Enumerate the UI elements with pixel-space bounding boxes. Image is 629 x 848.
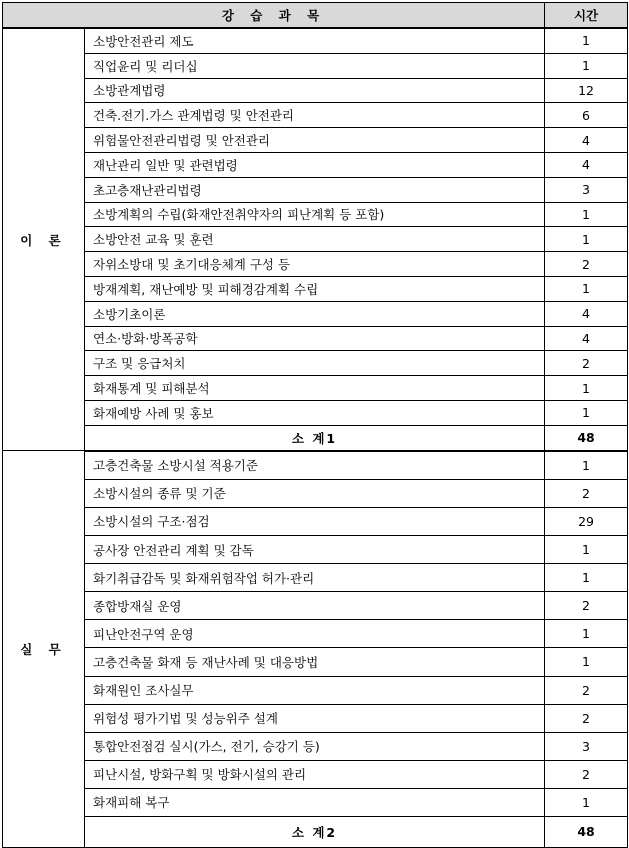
hours-column-header: 시간 [545,3,628,29]
hours-cell: 1 [545,788,628,816]
hours-cell: 1 [545,648,628,676]
subject-cell: 고층건축물 화재 등 재난사례 및 대응방법 [85,648,545,676]
practice-subtotal-row [3,816,628,847]
hours-cell: 1 [545,376,628,401]
table-row [3,78,628,103]
hours-cell: 1 [545,227,628,252]
table-row [3,177,628,202]
table-row [3,28,628,53]
hours-cell: 3 [545,177,628,202]
hours-cell: 1 [545,564,628,592]
hours-cell: 2 [545,760,628,788]
hours-cell: 2 [545,479,628,507]
table-row [3,227,628,252]
hours-cell: 6 [545,103,628,128]
subject-cell: 위험물안전관리법령 및 안전관리 [85,128,545,153]
table-row [3,152,628,177]
table-row [3,536,628,564]
subject-cell: 구조 및 응급처치 [85,351,545,376]
table-row [3,451,628,480]
subject-cell: 소방관계법령 [85,78,545,103]
table-row [3,564,628,592]
theory-category-label: 이 론 [3,28,85,451]
subject-cell: 종합방재실 운영 [85,592,545,620]
table-row [3,592,628,620]
hours-cell: 1 [545,53,628,78]
table-row [3,276,628,301]
subject-cell: 소방시설의 종류 및 기준 [85,479,545,507]
table-header-row [3,3,628,29]
practice-subtotal-label: 소 계2 [85,816,545,847]
subject-cell: 직업윤리 및 리더십 [85,53,545,78]
subject-cell: 건축.전기.가스 관계법령 및 안전관리 [85,103,545,128]
subject-cell: 화재원인 조사실무 [85,676,545,704]
subject-cell: 화재피해 복구 [85,788,545,816]
table-row [3,507,628,535]
hours-cell: 4 [545,128,628,153]
table-row [3,732,628,760]
subject-cell: 위험성 평가기법 및 성능위주 설계 [85,704,545,732]
hours-cell: 4 [545,152,628,177]
subject-cell: 소방안전관리 제도 [85,28,545,53]
practice-subtotal-hours: 48 [545,816,628,847]
hours-cell: 2 [545,252,628,277]
subject-cell: 고층건축물 소방시설 적용기준 [85,451,545,480]
hours-cell: 12 [545,78,628,103]
curriculum-table [2,2,628,848]
table-row [3,53,628,78]
subject-cell: 소방계획의 수립(화재안전취약자의 피난계획 등 포함) [85,202,545,227]
hours-cell: 3 [545,732,628,760]
table-row [3,760,628,788]
table-row [3,326,628,351]
subject-cell: 연소·방화·방폭공학 [85,326,545,351]
practice-category-label: 실 무 [3,451,85,848]
hours-cell: 2 [545,351,628,376]
subject-cell: 피난안전구역 운영 [85,620,545,648]
hours-cell: 1 [545,202,628,227]
table-row [3,648,628,676]
subject-cell: 자위소방대 및 초기대응체계 구성 등 [85,252,545,277]
practice-section [3,451,628,848]
table-row [3,351,628,376]
hours-cell: 1 [545,276,628,301]
subject-cell: 화재통계 및 피해분석 [85,376,545,401]
hours-cell: 1 [545,28,628,53]
table-row [3,676,628,704]
subject-cell: 통합안전점검 실시(가스, 전기, 승강기 등) [85,732,545,760]
hours-cell: 4 [545,326,628,351]
table-row [3,202,628,227]
table-row [3,479,628,507]
table-row [3,620,628,648]
hours-cell: 4 [545,301,628,326]
subject-cell: 재난관리 일반 및 관련법령 [85,152,545,177]
subject-cell: 피난시설, 방화구획 및 방화시설의 관리 [85,760,545,788]
theory-section [3,28,628,451]
subject-cell: 방재계획, 재난예방 및 피해경감계획 수립 [85,276,545,301]
subject-cell: 화기취급감독 및 화재위험작업 허가·관리 [85,564,545,592]
theory-subtotal-row [3,425,628,451]
subject-cell: 화재예방 사례 및 홍보 [85,400,545,425]
hours-cell: 2 [545,704,628,732]
subject-cell: 공사장 안전관리 계획 및 감독 [85,536,545,564]
hours-cell: 29 [545,507,628,535]
table-row [3,128,628,153]
subject-cell: 소방안전 교육 및 훈련 [85,227,545,252]
theory-subtotal-hours: 48 [545,425,628,451]
hours-cell: 2 [545,592,628,620]
table-row [3,704,628,732]
table-row [3,400,628,425]
subject-cell: 소방기초이론 [85,301,545,326]
theory-subtotal-label: 소 계1 [85,425,545,451]
hours-cell: 1 [545,451,628,480]
hours-cell: 2 [545,676,628,704]
table-row [3,252,628,277]
subject-cell: 소방시설의 구조·점검 [85,507,545,535]
table-row [3,301,628,326]
table-row [3,103,628,128]
subject-column-header: 강 습 과 목 [3,3,545,29]
subject-cell: 초고층재난관리법령 [85,177,545,202]
table-row [3,376,628,401]
hours-cell: 1 [545,536,628,564]
hours-cell: 1 [545,400,628,425]
hours-cell: 1 [545,620,628,648]
table-row [3,788,628,816]
